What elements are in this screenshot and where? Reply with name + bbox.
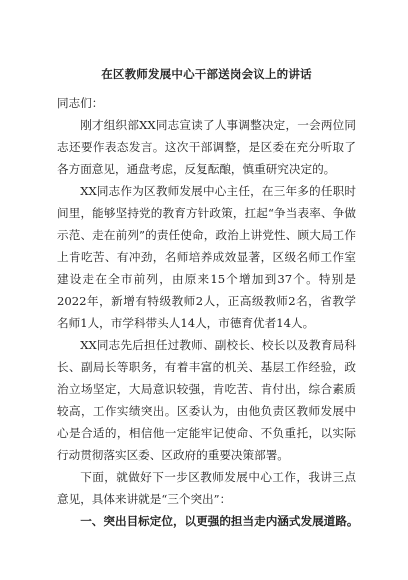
paragraph-2: XX同志作为区教师发展中心主任，在三年多的任职时间里，能够坚持党的教育方针政策，扛起“争当表率、争做示范、走在前列”的责任使命，政治上讲党性、顾大局工作上肯吃苦、有冲劲，名师培养成效显著，区级名师工作室建设走在全市前列，由原来15个增加到37个。特别是2022年，新增有特级教师2人，正高级教师2名，省教学名师1人，市学科带头人14人，市德育优者14人。: [57, 184, 356, 330]
paragraph-4: 下面，就做好下一步区教师发展中心工作，我讲三点意见，具体来讲就是“三个突出”：: [57, 470, 356, 506]
salutation: 同志们：: [57, 96, 104, 110]
section-heading-1: 一、突出目标定位，以更强的担当走内涵式发展道路。: [80, 514, 359, 528]
paragraph-3: XX同志先后担任过教师、副校长、校长以及教育局科长、副局长等职务，有着丰富的机关、基层工作经验，政治立场坚定，大局意识较强，肯吃苦、肯付出，综合素质较高，工作实绩突出。区委认为，由他负责区教师发展中心是合适的，相信他一定能牢记使命、不负重托，以实际行动贯彻落实区委、区政府的重要决策部署。: [57, 338, 356, 462]
document-title: 在区教师发展中心干部送岗会议上的讲话: [101, 67, 312, 81]
paragraph-1: 刚才组织部XX同志宣读了人事调整决定，一会两位同志还要作表态发言。这次干部调整，是区委在充分听取了各方面意见，通盘考虑，反复酝酿，慎重研究决定的。: [57, 118, 356, 176]
